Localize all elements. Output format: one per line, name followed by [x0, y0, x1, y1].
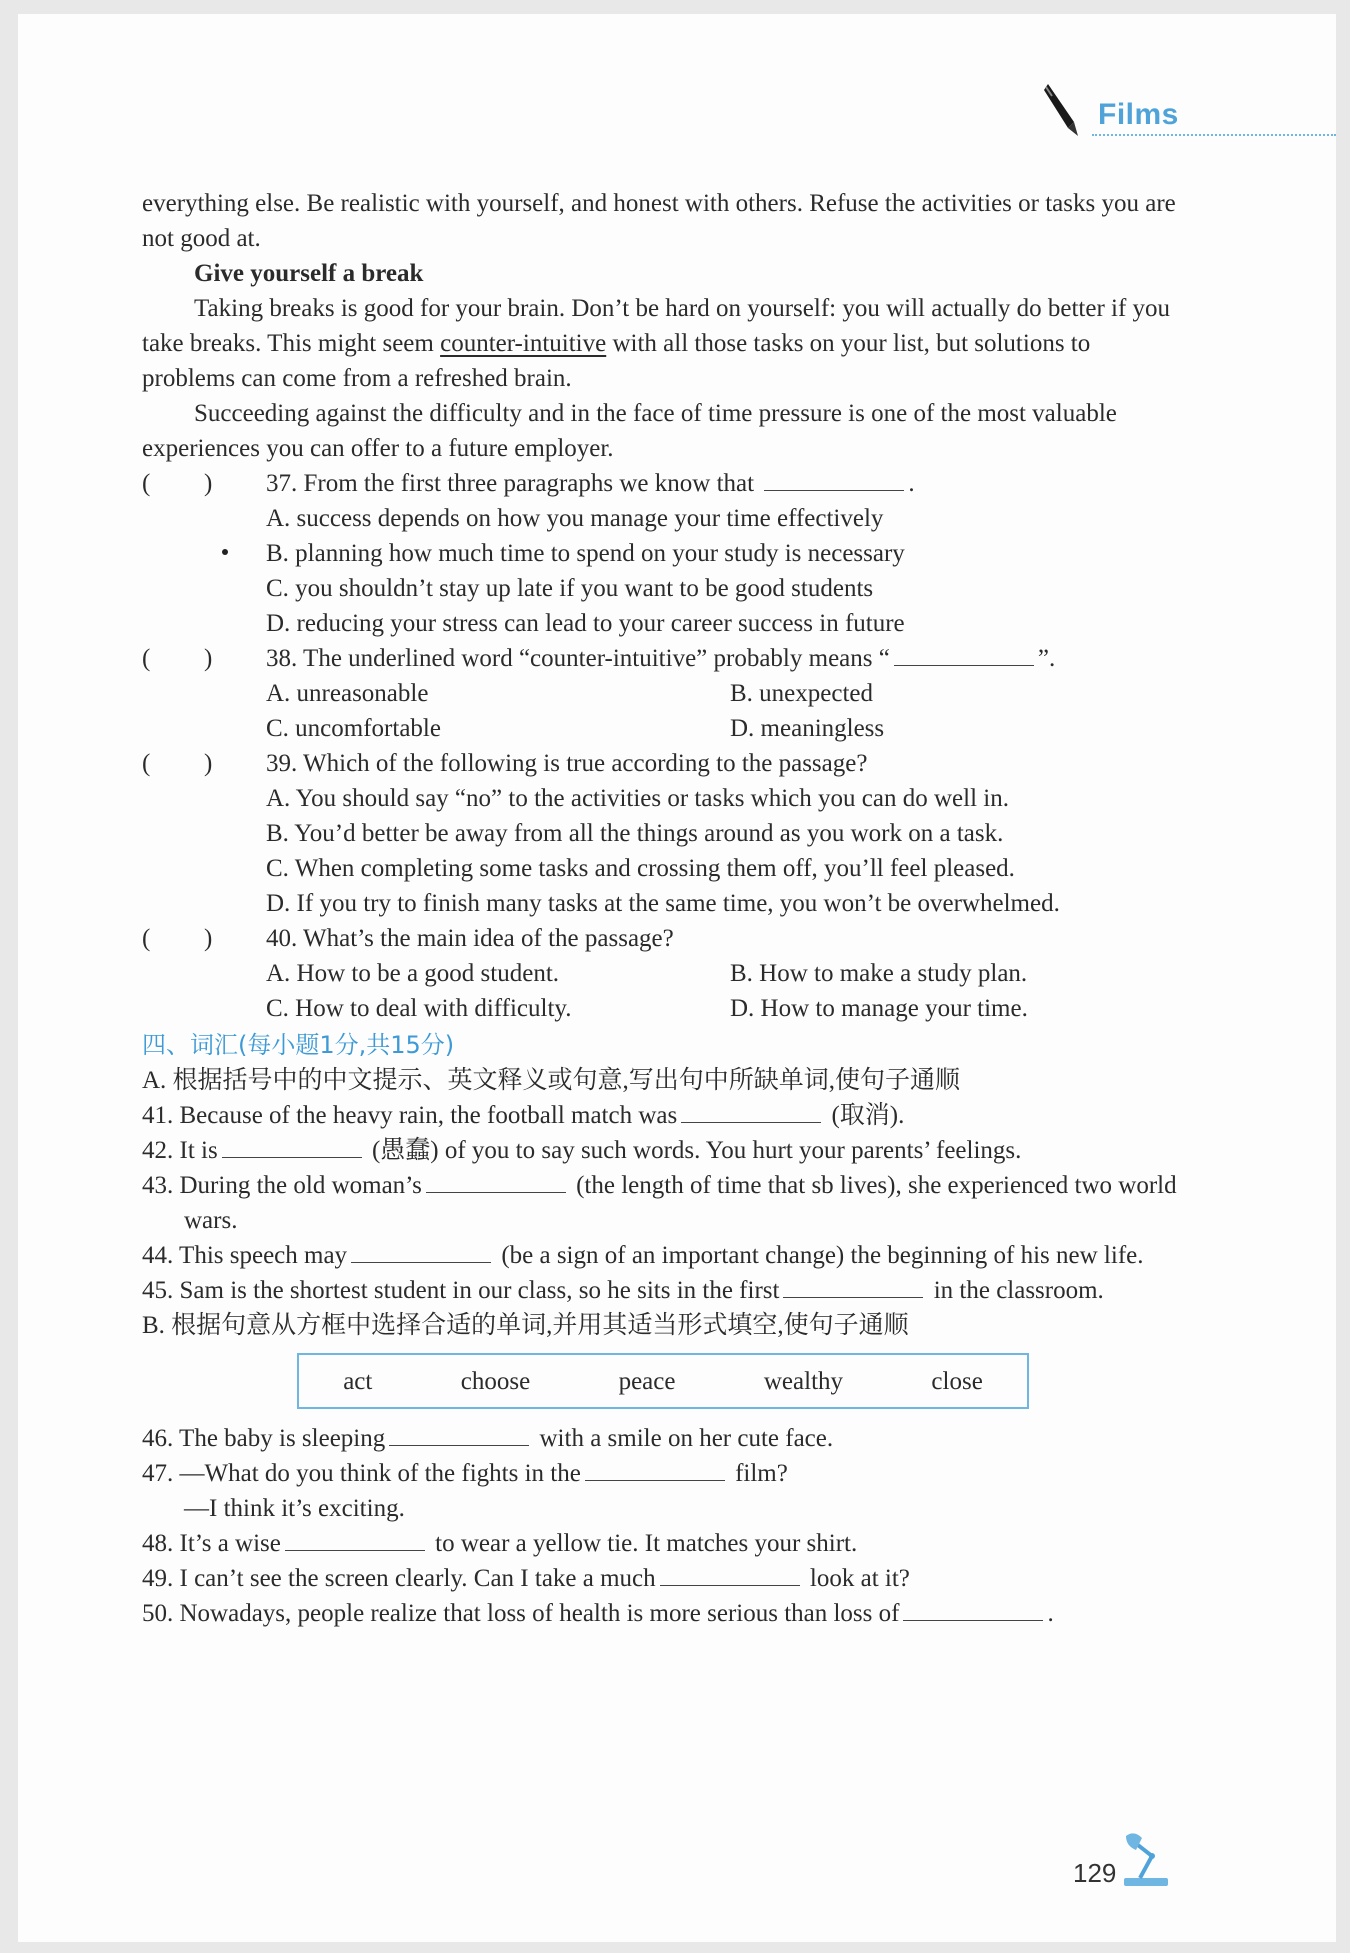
vocab-item-47-reply: —I think it’s exciting.: [184, 1495, 405, 1522]
option-text: B. planning how much time to spend on your study is necessary: [266, 540, 905, 567]
option: D. How to manage your time.: [730, 995, 1028, 1022]
word-box: [297, 1353, 1029, 1409]
option: D. If you try to finish many tasks at the same time, you won’t be overwhelmed.: [266, 890, 1060, 917]
text: with all those tasks on your list, but solutions to problems can come from a refreshed brain.: [142, 330, 1091, 392]
answer-bracket[interactable]: ( ): [142, 470, 213, 497]
vocab-item-45: 45. Sam is the shortest student in our class, so he sits in the first in the classroom.: [142, 1273, 1182, 1308]
section-title: 四、词汇(每小题1分,共15分): [142, 1031, 455, 1059]
answer-bracket[interactable]: ( ): [142, 750, 213, 777]
question-39: [142, 746, 1182, 781]
option: D. meaningless: [730, 715, 885, 742]
pen-icon: [1040, 82, 1090, 142]
option: C. When completing some tasks and crossing them off, you’ll feel pleased.: [266, 855, 1015, 882]
answer-blank[interactable]: [764, 466, 904, 491]
answer-bracket[interactable]: ( ): [142, 645, 213, 672]
underlined-word: counter-intuitive: [440, 330, 607, 357]
desk-lamp-icon: [1118, 1830, 1178, 1890]
vocab-item-42: 42. It is (愚蠢) of you to say such words. You hurt your parents’ feelings.: [142, 1133, 1182, 1168]
option: D. reducing your stress can lead to your career success in future: [266, 610, 905, 637]
page-header: [1040, 82, 1336, 142]
ink-dot: [222, 549, 228, 555]
passage-paragraph-1: everything else. Be realistic with yourself, and honest with others. Refuse the activities or tasks you are not good at.: [142, 190, 1176, 252]
option: C. uncomfortable: [266, 715, 441, 742]
vocab-item-49: 49. I can’t see the screen clearly. Can I take a much look at it?: [142, 1561, 1182, 1596]
passage-paragraph-3: Succeeding against the difficulty and in the face of time pressure is one of the most valuable experiences you can offer to a future employer.: [142, 400, 1117, 462]
answer-blank[interactable]: [783, 1273, 923, 1298]
vocab-item-43: 43. During the old woman’s (the length of time that sb lives), she experienced two world wars.: [142, 1168, 1182, 1238]
option-row: [142, 956, 1182, 991]
answer-blank[interactable]: [585, 1456, 725, 1481]
answer-blank[interactable]: [426, 1168, 566, 1193]
punct: ”.: [1037, 645, 1056, 672]
option: A. success depends on how you manage your time effectively: [266, 505, 884, 532]
vocab-item-47: 47. —What do you think of the fights in the film?: [142, 1456, 1182, 1491]
answer-blank[interactable]: [660, 1561, 800, 1586]
option: B. How to make a study plan.: [730, 960, 1028, 987]
question-40: [142, 921, 1182, 956]
answer-blank[interactable]: [222, 1133, 362, 1158]
word-option: act: [343, 1367, 373, 1395]
text: Taking breaks is good for your brain. Don’t be hard on yourself: you will actually do better if you take breaks. This might seem: [142, 295, 1171, 357]
answer-bracket[interactable]: ( ): [142, 925, 213, 952]
header-rule: [1092, 134, 1336, 136]
question-stem: 38. The underlined word “counter-intuitive” probably means “: [266, 645, 890, 672]
word-option: choose: [460, 1367, 531, 1395]
passage-heading: Give yourself a break: [194, 260, 424, 287]
option: B. You’d better be away from all the things around as you work on a task.: [266, 820, 1004, 847]
answer-blank[interactable]: [903, 1596, 1043, 1621]
punct: .: [908, 470, 915, 497]
question-38: [142, 641, 1182, 676]
question-stem: 40. What’s the main idea of the passage?: [266, 925, 674, 952]
option: A. unreasonable: [266, 680, 429, 707]
chapter-title: Films: [1098, 98, 1179, 131]
word-option: wealthy: [763, 1367, 844, 1395]
question-stem: 37. From the first three paragraphs we know that: [266, 470, 755, 497]
part-a-instructions: A. 根据括号中的中文提示、英文释义或句意,写出句中所缺单词,使句子通顺: [142, 1067, 961, 1094]
option: C. How to deal with difficulty.: [266, 995, 572, 1022]
vocab-item-50: 50. Nowadays, people realize that loss of health is more serious than loss of .: [142, 1596, 1182, 1631]
option-row: [142, 676, 1182, 711]
option-row: [142, 991, 1182, 1026]
answer-blank[interactable]: [389, 1421, 529, 1446]
word-option: close: [931, 1367, 983, 1395]
part-b-instructions: B. 根据句意从方框中选择合适的单词,并用其适当形式填空,使句子通顺: [142, 1312, 909, 1339]
passage-paragraph-2: [142, 291, 1182, 396]
option: A. You should say “no” to the activities or tasks which you can do well in.: [266, 785, 1009, 812]
vocab-item-41: 41. Because of the heavy rain, the football match was (取消).: [142, 1098, 1182, 1133]
vocab-item-44: 44. This speech may (be a sign of an important change) the beginning of his new life.: [142, 1238, 1182, 1273]
option: [142, 536, 1182, 571]
vocab-item-48: 48. It’s a wise to wear a yellow tie. It matches your shirt.: [142, 1526, 1182, 1561]
page-number: 129: [1073, 1858, 1117, 1888]
word-option: peace: [618, 1367, 676, 1395]
vocab-item-46: 46. The baby is sleeping with a smile on her cute face.: [142, 1421, 1182, 1456]
answer-blank[interactable]: [351, 1238, 491, 1263]
page-content: [142, 186, 1182, 1631]
option: A. How to be a good student.: [266, 960, 560, 987]
question-stem: 39. Which of the following is true according to the passage?: [266, 750, 868, 777]
answer-blank[interactable]: [894, 641, 1034, 666]
option: C. you shouldn’t stay up late if you want to be good students: [266, 575, 874, 602]
option: B. unexpected: [730, 680, 874, 707]
option-row: [142, 711, 1182, 746]
question-37: [142, 466, 1182, 501]
answer-blank[interactable]: [285, 1526, 425, 1551]
answer-blank[interactable]: [681, 1098, 821, 1123]
